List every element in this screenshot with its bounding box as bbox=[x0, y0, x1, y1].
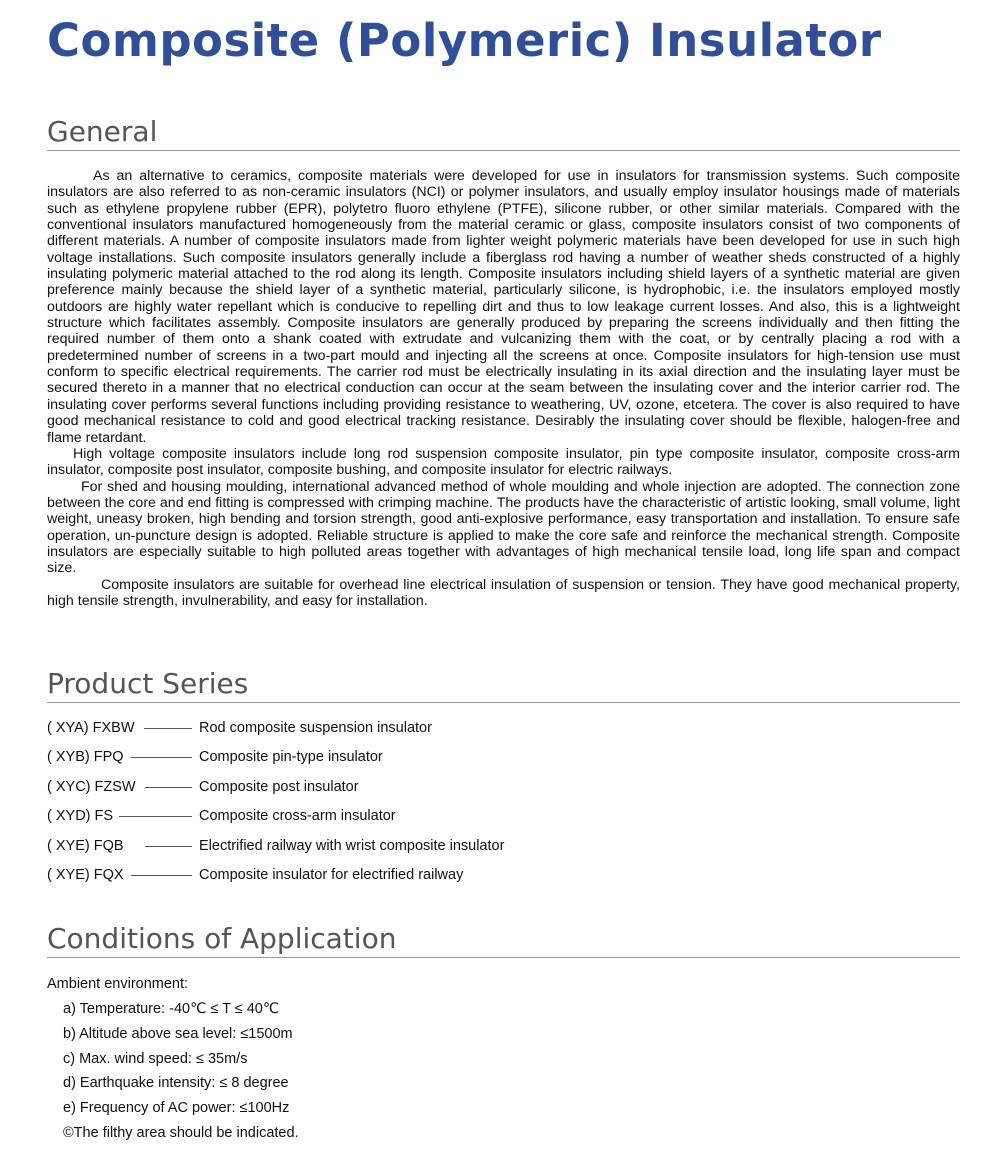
leader-line bbox=[131, 757, 192, 758]
series-code: ( XYE) FQB bbox=[47, 837, 124, 854]
product-series-list bbox=[47, 718, 747, 894]
leader-line bbox=[145, 846, 192, 847]
series-description: Electrified railway with wrist composite insulator bbox=[199, 837, 505, 854]
series-code: ( XYE) FQX bbox=[47, 866, 124, 883]
leader-line bbox=[119, 816, 192, 817]
condition-item: a) Temperature: -40℃ ≤ T ≤ 40℃ bbox=[63, 1001, 280, 1017]
series-code: ( XYA) FXBW bbox=[47, 720, 135, 736]
general-paragraph: Composite insulators are suitable for overhead line electrical insulation of suspension or tension. They have good mechanical property, high tensile strength, invulnerability, and easy for installation. bbox=[47, 576, 960, 609]
conditions-list bbox=[47, 999, 747, 1148]
product-series-item bbox=[47, 718, 747, 747]
product-series-item bbox=[47, 836, 747, 865]
condition-item: e) Frequency of AC power: ≤100Hz bbox=[63, 1100, 290, 1117]
page-title: Composite (Polymeric) Insulator bbox=[47, 14, 882, 67]
condition-item: ©The filthy area should be indicated. bbox=[63, 1124, 299, 1141]
general-paragraph: As an alternative to ceramics, composite materials were developed for use in insulators for transmission systems. Such composite insulators are also referred to as non-ceramic insulators (NCI) or polymer insulators, and usually employ insulator housings made of materials such as ethylene propylene rubber (EPR), polytetro fluoro ethylene (PTFE), silicone rubber, or other similar materials. Compared with the conventional insulators manufactured homogeneously from the material ceramic or glass, composite insulators consist of two components of different materials. A number of composite insulators made from lighter weight polymeric materials have been developed for use in such high voltage installations. Such composite insulators generally include a fiberglass rod having a number of weather sheds constructed of a highly insulating polymeric material attached to the rod along its length. Composite insulators including shield layers of a synthetic material are given preference mainly because the shield layer of a synthetic material, particularly silicone, is hydrophobic, i.e. the insulators employed mostly outdoors are highly water repellant which is conducive to repelling dirt and thus to low leakage current losses. And also, this is a lightweight structure which facilitates assembly. Composite insulators are generally produced by preparing the screens individually and then fitting the required number of them onto a shank coated with extrudate and vulcanizing them with the coat, or by centrally placing a rod with a predetermined number of screens in a two-part mould and injecting all the screens at once. Composite insulators for high-tension use must conform to specific electrical requirements. The carrier rod must be electrically insulating in its axial direction and the insulating layer must be secured thereto in a manner that no electrical conduction can occur at the seam between the insulating cover and the interior carrier rod. The insulating cover performs several functions including providing resistance to weathering, UV, ozone, etcetera. The cover is also required to have good mechanical resistance to cold and good electrical tracking resistance. Desirably the insulating cover should be flexible, halogen-free and flame retardant. bbox=[47, 168, 960, 446]
series-description: Composite insulator for electrified railway bbox=[199, 866, 464, 883]
series-description: Composite post insulator bbox=[199, 778, 359, 795]
section-heading-product-series: Product Series bbox=[47, 668, 960, 703]
general-body bbox=[47, 168, 960, 609]
section-heading-general: General bbox=[47, 116, 960, 151]
series-description: Composite pin-type insulator bbox=[199, 749, 383, 766]
series-code: ( XYB) FPQ bbox=[47, 749, 124, 766]
leader-line bbox=[144, 728, 192, 729]
conditions-block bbox=[47, 974, 747, 1148]
product-series-item bbox=[47, 865, 747, 894]
general-paragraph: High voltage composite insulators include long rod suspension composite insulator, pin type composite insulator, composite cross-arm insulator, composite post insulator, composite bushing, and composite insulator for electric railways. bbox=[47, 445, 960, 479]
series-code: ( XYC) FZSW bbox=[47, 778, 136, 795]
leader-line bbox=[145, 787, 192, 788]
leader-line bbox=[131, 875, 192, 876]
product-series-item bbox=[47, 806, 747, 835]
general-paragraph: For shed and housing moulding, international advanced method of whole moulding and whole injection are adopted. The connection zone between the core and end fitting is compressed with crimping machine. The products have the characteristic of artistic looking, small volume, light weight, uneasy broken, high bending and torsion strength, good anti-explosive performance, easy transportation and installation. To ensure safe operation, un-puncture design is adopted. Reliable structure is applied to make the core safe and reinforce the mechanical strength. Composite insulators are especially suitable to high polluted areas together with advantages of high mechanical tensile load, long life span and compact size. bbox=[47, 478, 960, 577]
condition-item: b) Altitude above sea level: ≤1500m bbox=[63, 1025, 293, 1042]
series-description: Rod composite suspension insulator bbox=[199, 720, 432, 736]
condition-item: c) Max. wind speed: ≤ 35m/s bbox=[63, 1050, 248, 1067]
series-description: Composite cross-arm insulator bbox=[199, 808, 396, 825]
product-series-item bbox=[47, 777, 747, 806]
product-series-item bbox=[47, 747, 747, 776]
section-heading-conditions: Conditions of Application bbox=[47, 923, 960, 958]
condition-item: d) Earthquake intensity: ≤ 8 degree bbox=[63, 1075, 289, 1092]
series-code: ( XYD) FS bbox=[47, 808, 114, 825]
conditions-intro: Ambient environment: bbox=[47, 976, 189, 992]
